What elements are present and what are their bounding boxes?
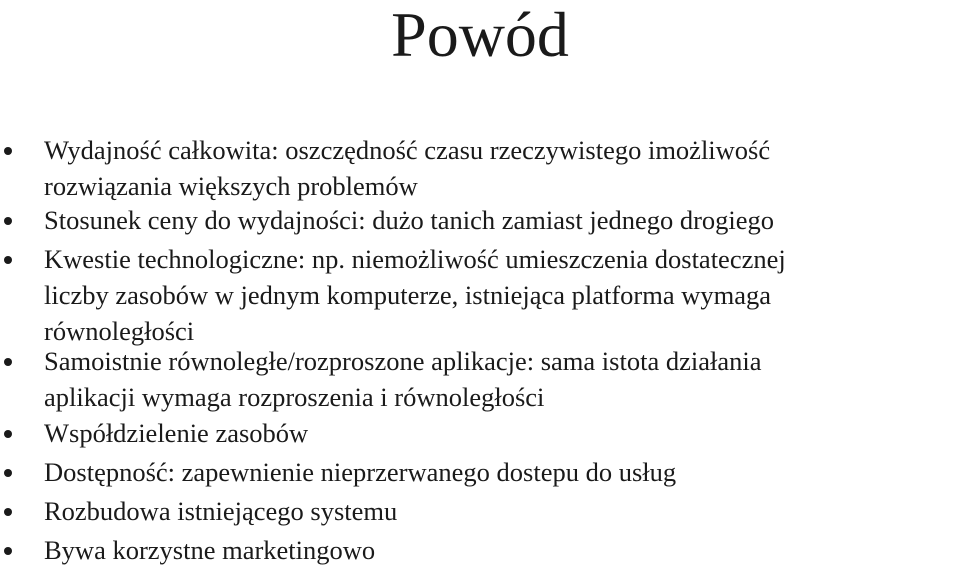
bullet-dot-icon: [4, 430, 12, 438]
bullet-dot-icon: [4, 256, 12, 264]
slide-title: Powód: [391, 0, 569, 70]
bullet-text: [44, 532, 960, 568]
bullet-line: Wydajność całkowita: oszczędność czasu rzeczywistego imożliwość: [44, 135, 771, 165]
bullet-dot-icon: [4, 217, 12, 225]
bullet-text: [44, 454, 960, 490]
bullet-dot-icon: [4, 358, 12, 366]
bullet-text: [44, 202, 960, 238]
bullet-line: Samoistnie równoległe/rozproszone aplikacje: sama istota działania: [44, 346, 762, 376]
bullet-dot-icon: [4, 147, 12, 155]
bullet-line: Dostępność: zapewnienie nieprzerwanego dostepu do usług: [44, 457, 677, 487]
bullet-line: Stosunek ceny do wydajności: dużo tanich zamiast jednego drogiego: [44, 205, 775, 235]
bullet-dot-icon: [4, 469, 12, 477]
bullet-line: liczby zasobów w jednym komputerze, istniejąca platforma wymaga: [44, 280, 772, 310]
bullet-line: Bywa korzystne marketingowo: [44, 535, 376, 565]
bullet-text: [44, 493, 960, 529]
bullet-text: [44, 241, 960, 349]
bullet-text: [44, 343, 960, 415]
bullet-text: [44, 132, 960, 204]
bullet-line: Kwestie technologiczne: np. niemożliwość umieszczenia dostatecznej: [44, 244, 786, 274]
bullet-line: rozwiązania większych problemów: [44, 171, 418, 201]
bullet-line: aplikacji wymaga rozproszenia i równoległości: [44, 382, 545, 412]
bullet-line: Współdzielenie zasobów: [44, 418, 309, 448]
bullet-line: równoległości: [44, 316, 195, 346]
bullet-line: Rozbudowa istniejącego systemu: [44, 496, 398, 526]
bullet-dot-icon: [4, 508, 12, 516]
bullet-text: [44, 415, 960, 451]
bullet-dot-icon: [4, 547, 12, 555]
